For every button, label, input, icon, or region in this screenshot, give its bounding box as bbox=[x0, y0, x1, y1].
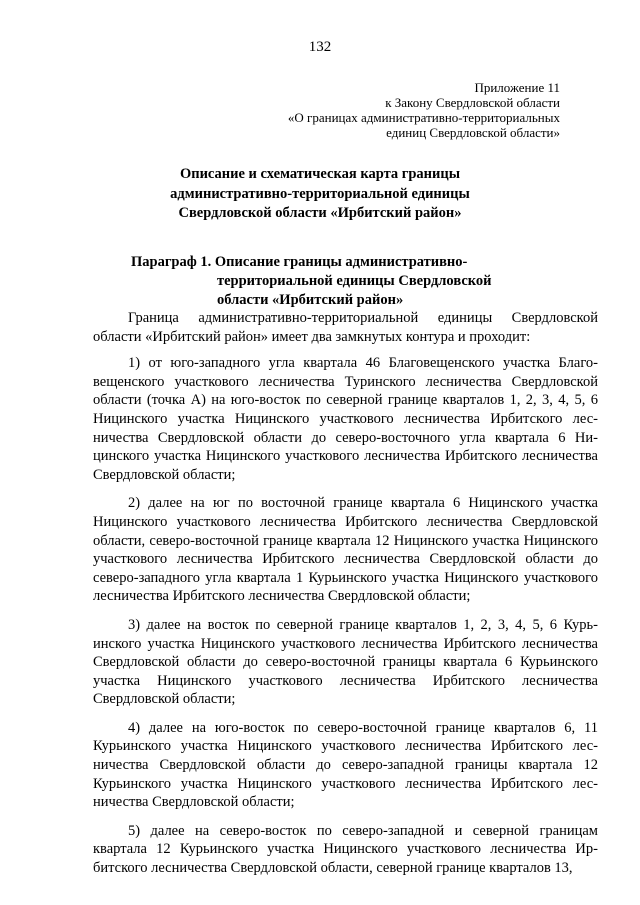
appendix-line: «О границах административно-территориальных bbox=[287, 110, 560, 125]
appendix-line: единиц Свердловской области» bbox=[386, 125, 560, 140]
body-text bbox=[93, 309, 598, 888]
appendix-note bbox=[240, 80, 560, 140]
section-heading-line: Параграф 1. Описание границы административно- bbox=[131, 254, 468, 270]
title-line: административно-территориальной единицы bbox=[170, 185, 470, 202]
paragraph-item-1: 1) от юго-западного угла квартала 46 Благовещенского участка Благовещенского участкового лесничества Туринского лесничества Свердловской области (точка А) на юго-восток по северной границе кварталов 1, 2, 3, 4, 5, 6 Ницинского участка Ницинского участкового лесничества Ирбитского лесничества Свердловской области до северо-восточного угла квартала 6 Ницинского участка Ницинского участкового лесничества Ирбитского лесничества Свердловской области; bbox=[93, 355, 598, 483]
paragraph-item-5: 5) далее на северо-восток по северо-западной и северной границам квартала 12 Курьинского участка Ницинского участкового лесничества Ирбитского лесничества Свердловской области, северной границе кварталов 13, bbox=[93, 822, 598, 877]
section-heading-line: территориальной единицы Свердловской bbox=[217, 273, 492, 289]
title-line: Свердловской области «Ирбитский район» bbox=[178, 205, 462, 221]
paragraph-item-4: 4) далее на юго-восток по северо-восточной границе кварталов 6, 11 Курьинского участка Ницинского участкового лесничества Ирбитского лесничества Свердловской области до северо-западной границы квартала 12 Курьинского участка Ницинского участкового лесничества Ирбитского лесничества Свердловской области; bbox=[93, 719, 598, 811]
title-line: Описание и схематическая карта границы bbox=[179, 166, 461, 182]
appendix-line: Приложение 11 bbox=[474, 80, 560, 95]
paragraph-intro: Граница административно-территориальной единицы Свердловской области «Ирбитский район» имеет два замкнутых контура и проходит: bbox=[93, 310, 598, 345]
appendix-line: к Закону Свердловской области bbox=[385, 95, 560, 110]
paragraph-item-3: 3) далее на восток по северной границе кварталов 1, 2, 3, 4, 5, 6 Курьинского участка Ницинского участкового лесничества Ирбитского лесничества Свердловской области до северо-восточной границы квартала 6 Курьинского участка Ницинского участкового лесничества Ирбитского лесничества Свердловской области; bbox=[93, 616, 598, 708]
page-number: 132 bbox=[308, 39, 332, 55]
paragraph-item-2: 2) далее на юг по восточной границе квартала 6 Ницинского участка Ницинского участкового лесничества Ирбитского лесничества Свердловской области, северо-восточной границе квартала 12 Ницинского участка Ницинского участкового лесничества Ирбитского лесничества Свердловской области до северо-западного угла квартала 1 Курьинского участка Ницинского участкового лесничества Ирбитского лесничества Свердловской области; bbox=[93, 495, 598, 605]
section-heading bbox=[131, 253, 492, 310]
document-title bbox=[0, 165, 640, 224]
section-heading-line: области «Ирбитский район» bbox=[217, 292, 404, 308]
